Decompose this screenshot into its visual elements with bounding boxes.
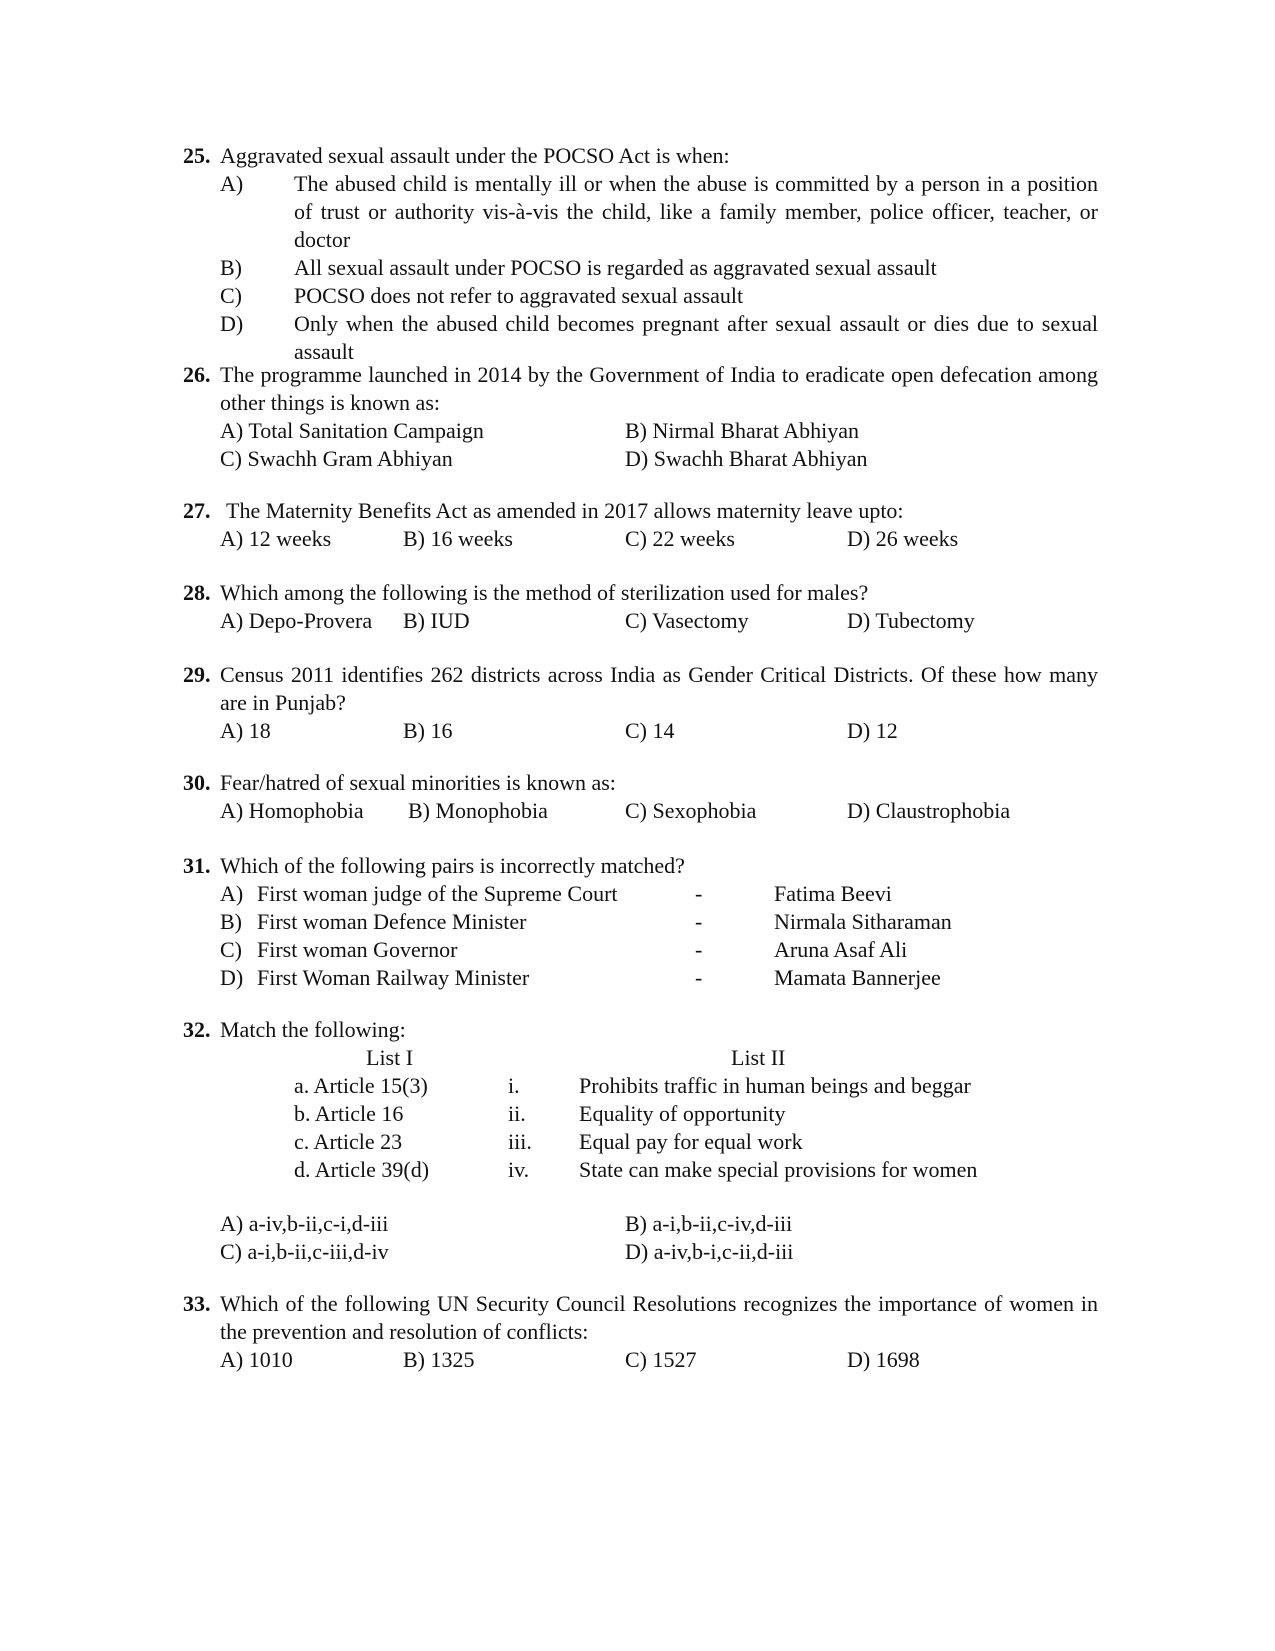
- match-row: d. Article 39(d) iv. State can make special provisions for women: [294, 1157, 978, 1182]
- option-c: C) Sexophobia: [625, 798, 757, 823]
- option-c: C) 1527: [625, 1347, 697, 1372]
- option-b: B) 1325: [403, 1347, 475, 1372]
- question-text: The Maternity Benefits Act as amended in 2017 allows maternity leave upto:: [226, 498, 904, 523]
- question-text: The programme launched in 2014 by the Government of India to eradicate open defecation among other things is known as:: [220, 362, 1098, 415]
- option-row: [220, 717, 1098, 745]
- option-b: B) 16 weeks: [403, 526, 513, 551]
- option-b: B) All sexual assault under POCSO is regarded as aggravated sexual assault: [220, 255, 937, 280]
- option-row: [220, 1238, 1098, 1266]
- option-row: [220, 1346, 1098, 1374]
- question-33: [183, 1290, 1098, 1374]
- question-number: 32.: [183, 1017, 211, 1042]
- list-2-header: List II: [731, 1045, 786, 1070]
- question-27: [183, 497, 1098, 553]
- option-b: B) IUD: [403, 608, 470, 633]
- question-number: 28.: [183, 580, 211, 605]
- option-a: A) a-iv,b-ii,c-i,d-iii: [220, 1211, 389, 1236]
- option-c: C) 22 weeks: [625, 526, 735, 551]
- question-25: [183, 142, 1098, 366]
- option-b: B) 16: [403, 718, 453, 743]
- question-number: 33.: [183, 1291, 211, 1316]
- match-header: [183, 1044, 1098, 1072]
- option-a: A) Total Sanitation Campaign: [220, 418, 484, 443]
- question-32: [183, 1016, 1098, 1266]
- option-row: [220, 797, 1098, 825]
- question-text: Aggravated sexual assault under the POCSO Act is when:: [220, 143, 730, 168]
- question-number: 26.: [183, 362, 211, 387]
- option-d: D) Only when the abused child becomes pregnant after sexual assault or dies due to sexual assault: [220, 311, 1098, 364]
- option-row: [220, 1210, 1098, 1238]
- option-a: A) Homophobia: [220, 798, 364, 823]
- question-number: 27.: [183, 498, 211, 523]
- question-text: Census 2011 identifies 262 districts across India as Gender Critical Districts. Of these how many are in Punjab?: [220, 662, 1098, 715]
- question-number: 31.: [183, 853, 211, 878]
- option-b: B) Monophobia: [408, 798, 548, 823]
- pair-d: D) First Woman Railway Minister - Mamata Bannerjee: [220, 965, 941, 990]
- question-31: [183, 852, 1098, 992]
- question-number: 29.: [183, 662, 211, 687]
- question-number: 25.: [183, 143, 211, 168]
- question-text: Which among the following is the method of sterilization used for males?: [220, 580, 869, 605]
- pair-b: B) First woman Defence Minister - Nirmala Sitharaman: [220, 909, 952, 934]
- match-row: c. Article 23 iii. Equal pay for equal work: [294, 1129, 803, 1154]
- question-number: 30.: [183, 770, 211, 795]
- option-d: D) Claustrophobia: [847, 798, 1011, 823]
- question-26: [183, 361, 1098, 473]
- option-d: D) 12: [847, 718, 898, 743]
- option-c: C) Swachh Gram Abhiyan: [220, 446, 453, 471]
- option-a: A) 1010: [220, 1347, 293, 1372]
- option-b: B) a-i,b-ii,c-iv,d-iii: [625, 1211, 793, 1236]
- question-30: [183, 769, 1098, 825]
- option-row: [220, 607, 1098, 635]
- option-a: A) 12 weeks: [220, 526, 332, 551]
- option-c: C) 14: [625, 718, 675, 743]
- question-text: Fear/hatred of sexual minorities is known as:: [220, 770, 616, 795]
- option-c: C) a-i,b-ii,c-iii,d-iv: [220, 1239, 389, 1264]
- option-a: A) The abused child is mentally ill or when the abuse is committed by a person in a position of trust or authority vis-à-vis the child, like a family member, police officer, teacher, or doctor: [220, 171, 1098, 252]
- option-b: B) Nirmal Bharat Abhiyan: [625, 418, 860, 443]
- option-d: D) Tubectomy: [847, 608, 975, 633]
- option-c: C) POCSO does not refer to aggravated sexual assault: [220, 283, 744, 308]
- option-d: D) a-iv,b-i,c-ii,d-iii: [625, 1239, 794, 1264]
- option-row: [220, 525, 1098, 553]
- question-28: [183, 579, 1098, 635]
- option-c: C) Vasectomy: [625, 608, 749, 633]
- pair-a: A) First woman judge of the Supreme Court - Fatima Beevi: [220, 881, 892, 906]
- pair-c: C) First woman Governor - Aruna Asaf Ali: [220, 937, 908, 962]
- option-d: D) 26 weeks: [847, 526, 959, 551]
- list-1-header: List I: [366, 1045, 414, 1070]
- question-text: Which of the following pairs is incorrectly matched?: [220, 853, 685, 878]
- option-row: [220, 417, 1098, 445]
- question-text: Which of the following UN Security Council Resolutions recognizes the importance of women in the prevention and resolution of conflicts:: [220, 1291, 1098, 1344]
- option-row: [220, 445, 1098, 473]
- match-row: a. Article 15(3) i. Prohibits traffic in human beings and beggar: [294, 1073, 971, 1098]
- question-29: [183, 661, 1098, 745]
- match-row: b. Article 16 ii. Equality of opportunity: [294, 1101, 786, 1126]
- option-d: D) 1698: [847, 1347, 920, 1372]
- option-a: A) 18: [220, 718, 271, 743]
- question-text: Match the following:: [220, 1017, 406, 1042]
- option-a: A) Depo-Provera: [220, 608, 373, 633]
- option-d: D) Swachh Bharat Abhiyan: [625, 446, 868, 471]
